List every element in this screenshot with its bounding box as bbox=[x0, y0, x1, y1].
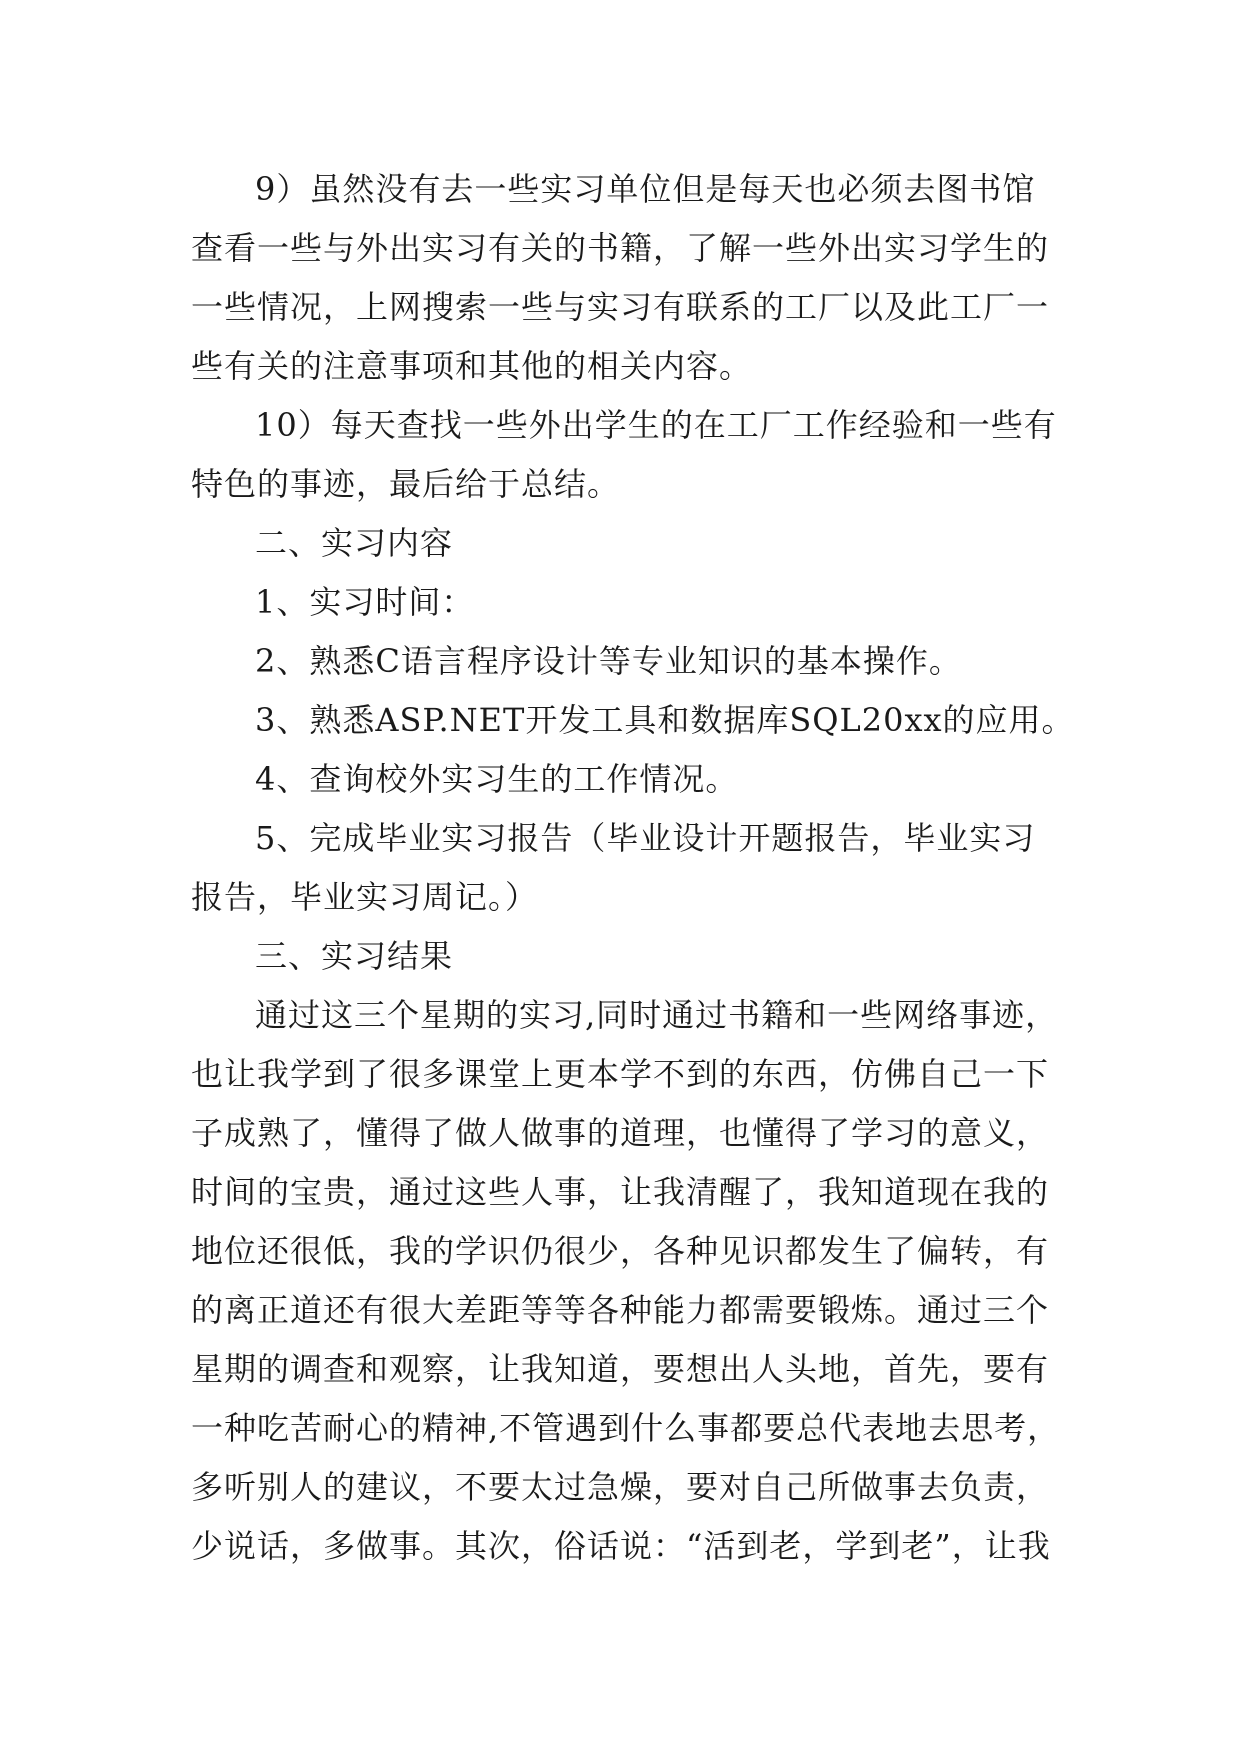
text-line: 4、查询校外实习生的工作情况。 bbox=[255, 760, 739, 798]
document-body bbox=[191, 160, 1075, 1576]
text-line: 的离正道还有很大差距等等各种能力都需要锻炼。通过三个 bbox=[191, 1291, 1050, 1329]
text-line: 子成熟了，懂得了做人做事的道理，也懂得了学习的意义， bbox=[191, 1114, 1050, 1152]
text-line: 二、实习内容 bbox=[255, 524, 454, 562]
text-line: 5、完成毕业实习报告（毕业设计开题报告，毕业实习 bbox=[255, 819, 1036, 857]
text-line: 3、熟悉ASP.NET开发工具和数据库SQL20xx的应用。 bbox=[255, 701, 1075, 739]
text-line: 特色的事迹，最后给于总结。 bbox=[191, 465, 621, 503]
text-line: 星期的调查和观察，让我知道，要想出人头地，首先，要有 bbox=[191, 1350, 1050, 1388]
text-line: 查看一些与外出实习有关的书籍，了解一些外出实习学生的 bbox=[191, 229, 1050, 267]
text-line: 2、熟悉C语言程序设计等专业知识的基本操作。 bbox=[255, 642, 962, 680]
text-line: 多听别人的建议，不要太过急燥，要对自己所做事去负责， bbox=[191, 1468, 1050, 1506]
text-line: 地位还很低，我的学识仍很少，各种见识都发生了偏转，有 bbox=[191, 1232, 1050, 1270]
text-line: 9）虽然没有去一些实习单位但是每天也必须去图书馆 bbox=[255, 170, 1036, 208]
text-line: 报告，毕业实习周记。） bbox=[191, 878, 539, 916]
text-line: 通过这三个星期的实习,同时通过书籍和一些网络事迹， bbox=[255, 996, 1059, 1034]
text-line: 三、实习结果 bbox=[255, 937, 454, 975]
text-line: 也让我学到了很多课堂上更本学不到的东西，仿佛自己一下 bbox=[191, 1055, 1050, 1093]
text-line: 一种吃苦耐心的精神,不管遇到什么事都要总代表地去思考， bbox=[191, 1409, 1061, 1447]
text-line: 些有关的注意事项和其他的相关内容。 bbox=[191, 347, 753, 385]
text-line: 少说话，多做事。其次，俗话说：“活到老，学到老”，让我 bbox=[191, 1527, 1051, 1565]
text-line: 一些情况，上网搜索一些与实习有联系的工厂以及此工厂一 bbox=[191, 288, 1050, 326]
text-line: 1、实习时间： bbox=[255, 583, 475, 621]
text-line: 时间的宝贵，通过这些人事，让我清醒了，我知道现在我的 bbox=[191, 1173, 1050, 1211]
text-line: 10）每天查找一些外出学生的在工厂工作经验和一些有 bbox=[255, 406, 1057, 444]
